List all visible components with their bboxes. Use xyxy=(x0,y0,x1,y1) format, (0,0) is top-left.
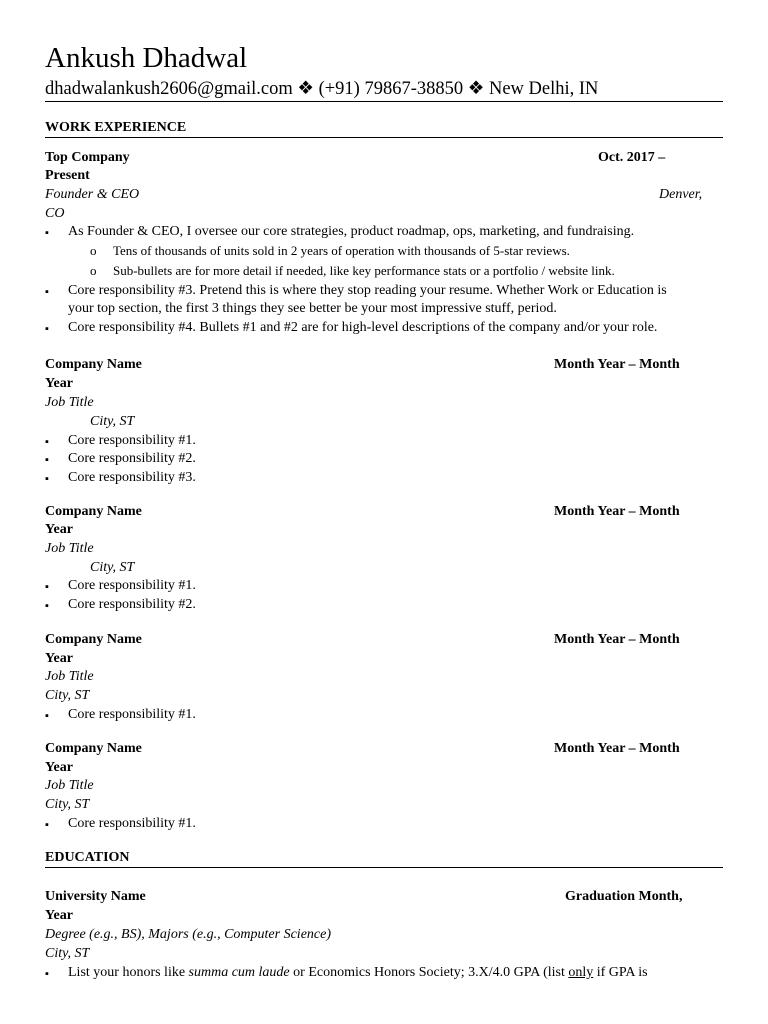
graduation-date: Graduation Month, xyxy=(565,889,683,904)
list-item: As Founder & CEO, I oversee our core strategies, product roadmap, ops, marketing, and fundraising. xyxy=(68,224,635,239)
header-divider xyxy=(45,101,723,102)
bullet-icon: ▪ xyxy=(45,286,49,298)
bullet-icon: ▪ xyxy=(45,600,49,612)
honors-item xyxy=(68,964,648,982)
bullet-icon: ▪ xyxy=(45,454,49,466)
job-company: Company Name xyxy=(45,632,142,647)
list-item: Core responsibility #2. xyxy=(68,451,196,466)
sub-list-item: Sub-bullets are for more detail if needed, like key performance stats or a portfolio / website link. xyxy=(113,263,615,278)
email-text: dhadwalankush2606@gmail.com xyxy=(45,79,293,99)
resume-name: Ankush Dhadwal xyxy=(45,42,248,74)
bullet-icon: ▪ xyxy=(45,581,49,593)
work-experience-divider xyxy=(45,137,723,138)
job-dates-continued: Year xyxy=(45,760,73,775)
job-dates: Month Year – Month xyxy=(554,357,680,372)
job-dates-continued: Year xyxy=(45,651,73,666)
sub-bullet-icon: o xyxy=(90,263,97,278)
list-item: Core responsibility #1. xyxy=(68,578,196,593)
bullet-icon: ▪ xyxy=(45,710,49,722)
location-text: New Delhi, IN xyxy=(488,79,599,99)
job-company: Company Name xyxy=(45,504,142,519)
education-divider xyxy=(45,867,723,868)
school-name: University Name xyxy=(45,889,146,904)
job-dates: Month Year – Month xyxy=(554,741,680,756)
job-title: Job Title xyxy=(45,541,94,556)
job-dates: Month Year – Month xyxy=(554,632,680,647)
diamond-separator-icon: ❖ xyxy=(297,79,314,99)
graduation-date-continued: Year xyxy=(45,908,73,923)
honors-underlined-text: only xyxy=(568,965,594,980)
job-title: Job Title xyxy=(45,778,94,793)
job-location: City, ST xyxy=(90,560,135,575)
bullet-icon: ▪ xyxy=(45,323,49,335)
sub-bullet-icon: o xyxy=(90,243,97,258)
list-item: Core responsibility #3. xyxy=(68,470,196,485)
job-dates: Oct. 2017 – xyxy=(598,150,666,165)
degree-text: Degree (e.g., BS), Majors (e.g., Computer Science) xyxy=(45,927,332,942)
bullet-icon: ▪ xyxy=(45,968,49,980)
list-item-continued: your top section, the first 3 things they see better be your most impressive stuff, period. xyxy=(68,301,557,316)
job-company: Top Company xyxy=(45,150,130,165)
job-location: Denver, xyxy=(659,187,703,202)
job-title: Job Title xyxy=(45,669,94,684)
education-heading: EDUCATION xyxy=(45,850,130,865)
job-location: City, ST xyxy=(45,797,90,812)
contact-line xyxy=(45,77,598,101)
list-item: Core responsibility #4. Bullets #1 and #2 are for high-level descriptions of the company and/or your role. xyxy=(68,320,658,335)
honors-text: or Economics Honors Society; 3.X/4.0 GPA (list xyxy=(289,965,569,980)
school-location: City, ST xyxy=(45,946,90,961)
honors-text: List your honors like xyxy=(68,965,189,980)
bullet-icon: ▪ xyxy=(45,473,49,485)
job-location: City, ST xyxy=(90,414,135,429)
job-location-continued: CO xyxy=(45,206,65,221)
list-item: Core responsibility #3. Pretend this is where they stop reading your resume. Whether Work or Education is xyxy=(68,283,667,298)
bullet-icon: ▪ xyxy=(45,436,49,448)
job-dates: Month Year – Month xyxy=(554,504,680,519)
list-item: Core responsibility #1. xyxy=(68,433,196,448)
job-location: City, ST xyxy=(45,688,90,703)
phone-text: (+91) 79867-38850 xyxy=(318,79,464,99)
list-item: Core responsibility #2. xyxy=(68,597,196,612)
honors-text: if GPA is xyxy=(593,965,648,980)
job-dates-continued: Year xyxy=(45,376,73,391)
list-item: Core responsibility #1. xyxy=(68,816,196,831)
list-item: Core responsibility #1. xyxy=(68,707,196,722)
diamond-separator-icon: ❖ xyxy=(467,79,485,99)
bullet-icon: ▪ xyxy=(45,227,49,239)
work-experience-heading: WORK EXPERIENCE xyxy=(45,120,187,135)
job-title: Founder & CEO xyxy=(45,187,140,202)
job-company: Company Name xyxy=(45,741,142,756)
honors-latin-text: summa cum laude xyxy=(188,965,290,980)
sub-list-item: Tens of thousands of units sold in 2 years of operation with thousands of 5-star reviews. xyxy=(113,243,570,258)
job-dates-continued: Year xyxy=(45,522,73,537)
bullet-icon: ▪ xyxy=(45,819,49,831)
job-company: Company Name xyxy=(45,357,142,372)
job-title: Job Title xyxy=(45,395,94,410)
job-dates-continued: Present xyxy=(45,168,90,183)
